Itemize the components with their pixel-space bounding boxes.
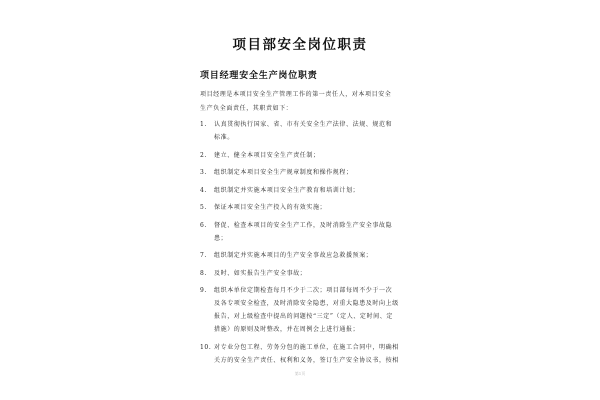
duty-text-line: 建立、健全本项目安全生产责任制； (214, 151, 320, 159)
duty-item (200, 166, 412, 179)
duty-item (200, 219, 412, 245)
intro-paragraph (200, 88, 400, 116)
duty-number: 3. (200, 169, 207, 176)
duty-number: 4. (200, 186, 207, 194)
intro-line: 生产负全面责任，其职责如下： (200, 105, 293, 112)
duty-text-line: 及时、如实报告生产安全事故； (214, 269, 307, 277)
duty-item (200, 149, 412, 162)
duty-number: 5. (200, 204, 207, 211)
duty-text-line: 组织制定并实施本项目的生产安全事故应急救援预案； (214, 252, 373, 259)
duty-number: 6. (200, 221, 207, 229)
duty-item (200, 267, 412, 280)
duty-text-line: 组织制定本项目安全生产规章制度和操作规程； (214, 169, 353, 176)
duty-item (200, 184, 412, 197)
duty-item (200, 201, 412, 214)
duty-number: 8. (200, 269, 207, 277)
intro-line: 项目经理是本项目安全生产管理工作的第一责任人，对本项目安全 (200, 91, 392, 98)
duty-text-line: 组织制定并实施本项目安全生产教育和培训计划； (214, 186, 360, 194)
duty-item (200, 284, 412, 336)
duty-text-line: 措施）的原则及时整改，并在周例会上进行通报； (214, 326, 360, 333)
duty-number: 9. (200, 287, 207, 294)
duty-number: 1. (200, 121, 207, 128)
section-heading: 项目经理安全生产岗位职责 (200, 71, 318, 81)
duty-text-line: 认真贯彻执行国家、省、市有关安全生产法律、法规、规范和 (214, 121, 393, 128)
duty-text-line: 组织本单位定期检查每月不少于二次；项目部每周不少于一次 (214, 287, 393, 294)
duty-text-line: 督促、检查本项目的安全生产工作，及时消除生产安全事故隐 (214, 221, 393, 229)
duty-text-line: 关方的安全生产责任、权利和义务，签订生产安全协议书，按相 (214, 356, 399, 364)
page-number: 第1页 (294, 371, 306, 376)
duty-text-line: 标准。 (214, 134, 234, 141)
duty-item (200, 249, 412, 262)
duty-text-line: 对专业分包工程、劳务分包的施工单位，在施工合同中，明确相 (214, 343, 399, 351)
duties-list (200, 118, 412, 371)
duty-number: 7. (200, 252, 207, 259)
duty-text-line: 患； (214, 234, 228, 242)
duty-item (200, 341, 412, 367)
duty-item (200, 118, 412, 144)
duty-number: 2. (200, 151, 207, 159)
duty-text-line: 报告，对上级检查中提出的问题按“三定”（定人、定时间、定 (214, 313, 393, 320)
document-title: 项目部安全岗位职责 (232, 37, 368, 53)
duty-text-line: 保证本项目安全生产投入的有效实施； (214, 204, 327, 211)
duty-text-line: 及各专项安全检查，及时消除安全隐患，对重大隐患及时向上级 (214, 300, 399, 307)
duty-number: 10. (200, 343, 212, 351)
